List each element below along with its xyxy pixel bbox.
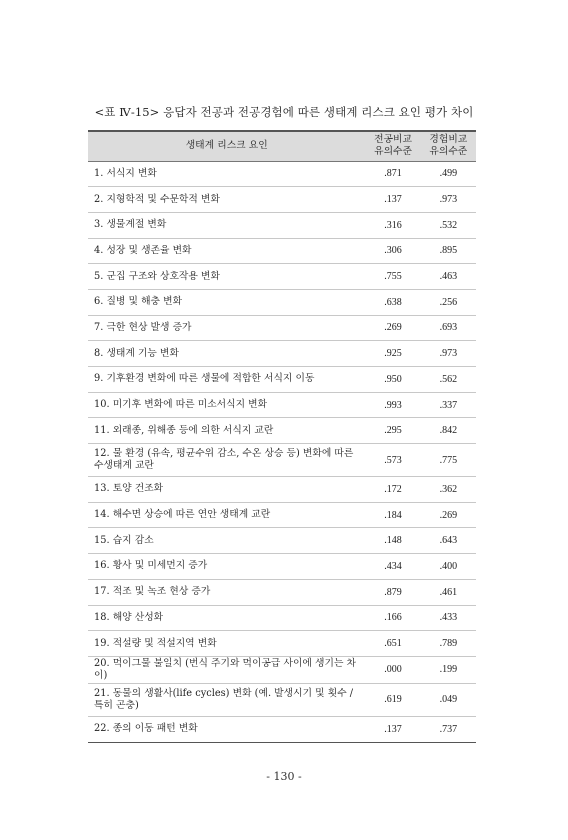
- experience-significance-cell: .461: [421, 579, 476, 605]
- factor-cell: 21. 동물의 생활사(life cycles) 변화 (예. 발생시기 및 횟수 / 특히 곤충): [88, 683, 365, 716]
- major-significance-cell: .137: [365, 187, 420, 213]
- table-row: [88, 656, 476, 683]
- major-significance-cell: .993: [365, 392, 420, 418]
- experience-significance-cell: .693: [421, 315, 476, 341]
- factor-cell: 9. 기후환경 변화에 따른 생물에 적합한 서식지 이동: [88, 367, 365, 393]
- major-significance-cell: .755: [365, 264, 420, 290]
- experience-significance-cell: .400: [421, 554, 476, 580]
- experience-significance-cell: .337: [421, 392, 476, 418]
- significance-table: [88, 130, 476, 743]
- factor-cell: 7. 극한 현상 발생 증가: [88, 315, 365, 341]
- table-row: [88, 264, 476, 290]
- table-row: [88, 683, 476, 716]
- experience-significance-cell: .895: [421, 238, 476, 264]
- factor-cell: 20. 먹이그물 불일치 (번식 주기와 먹이공급 사이에 생기는 차이): [88, 656, 365, 683]
- table-row: [88, 502, 476, 528]
- major-significance-cell: .148: [365, 528, 420, 554]
- experience-significance-cell: .499: [421, 161, 476, 187]
- experience-significance-cell: .256: [421, 289, 476, 315]
- table-row: [88, 554, 476, 580]
- major-significance-cell: .651: [365, 631, 420, 657]
- experience-significance-cell: .643: [421, 528, 476, 554]
- table-row: [88, 341, 476, 367]
- table-caption: <표 Ⅳ-15> 응답자 전공과 전공경험에 따른 생태계 리스크 요인 평가 차이: [94, 105, 474, 119]
- table-row: [88, 716, 476, 742]
- factor-cell: 5. 군집 구조와 상호작용 변화: [88, 264, 365, 290]
- table-row: [88, 367, 476, 393]
- table-row: [88, 528, 476, 554]
- experience-significance-cell: .532: [421, 212, 476, 238]
- table-row: [88, 238, 476, 264]
- experience-significance-cell: .049: [421, 683, 476, 716]
- table-row: [88, 315, 476, 341]
- major-significance-cell: .316: [365, 212, 420, 238]
- factor-cell: 15. 습지 감소: [88, 528, 365, 554]
- table-row: [88, 289, 476, 315]
- major-significance-cell: .184: [365, 502, 420, 528]
- major-significance-cell: .295: [365, 418, 420, 444]
- experience-significance-cell: .789: [421, 631, 476, 657]
- major-significance-cell: .434: [365, 554, 420, 580]
- factor-cell: 13. 토양 건조화: [88, 477, 365, 503]
- major-significance-cell: .172: [365, 477, 420, 503]
- factor-cell: 12. 물 환경 (유속, 평균수위 감소, 수온 상승 등) 변화에 따른 수생태계 교란: [88, 444, 365, 477]
- experience-significance-cell: .433: [421, 605, 476, 631]
- factor-cell: 18. 해양 산성화: [88, 605, 365, 631]
- factor-cell: 17. 적조 및 녹조 현상 증가: [88, 579, 365, 605]
- experience-significance-cell: .199: [421, 656, 476, 683]
- header-major-significance: 전공비교 유의수준: [365, 131, 420, 161]
- factor-cell: 14. 해수면 상승에 따른 연안 생태계 교란: [88, 502, 365, 528]
- table-row: [88, 631, 476, 657]
- factor-cell: 22. 종의 이동 패턴 변화: [88, 716, 365, 742]
- factor-cell: 1. 서식지 변화: [88, 161, 365, 187]
- major-significance-cell: .166: [365, 605, 420, 631]
- table-row: [88, 477, 476, 503]
- major-significance-cell: .925: [365, 341, 420, 367]
- factor-cell: 3. 생물계절 변화: [88, 212, 365, 238]
- table-row: [88, 444, 476, 477]
- table-row: [88, 605, 476, 631]
- experience-significance-cell: .463: [421, 264, 476, 290]
- major-significance-cell: .137: [365, 716, 420, 742]
- experience-significance-cell: .562: [421, 367, 476, 393]
- major-significance-cell: .619: [365, 683, 420, 716]
- factor-cell: 16. 황사 및 미세먼지 증가: [88, 554, 365, 580]
- table-row: [88, 212, 476, 238]
- factor-cell: 8. 생태계 기능 변화: [88, 341, 365, 367]
- page-number: - 130 -: [266, 770, 302, 783]
- experience-significance-cell: .362: [421, 477, 476, 503]
- major-significance-cell: .269: [365, 315, 420, 341]
- major-significance-cell: .000: [365, 656, 420, 683]
- header-factor: 생태계 리스크 요인: [88, 131, 365, 161]
- experience-significance-cell: .269: [421, 502, 476, 528]
- experience-significance-cell: .973: [421, 341, 476, 367]
- table-row: [88, 161, 476, 187]
- factor-cell: 2. 지형학적 및 수문학적 변화: [88, 187, 365, 213]
- factor-cell: 19. 적설량 및 적설지역 변화: [88, 631, 365, 657]
- table-header-row: [88, 131, 476, 161]
- table-row: [88, 418, 476, 444]
- major-significance-cell: .871: [365, 161, 420, 187]
- factor-cell: 6. 질병 및 해충 변화: [88, 289, 365, 315]
- table-row: [88, 579, 476, 605]
- factor-cell: 4. 성장 및 생존율 변화: [88, 238, 365, 264]
- major-significance-cell: .573: [365, 444, 420, 477]
- experience-significance-cell: .775: [421, 444, 476, 477]
- factor-cell: 11. 외래종, 위해종 등에 의한 서식지 교란: [88, 418, 365, 444]
- experience-significance-cell: .737: [421, 716, 476, 742]
- table-row: [88, 392, 476, 418]
- major-significance-cell: .306: [365, 238, 420, 264]
- major-significance-cell: .950: [365, 367, 420, 393]
- major-significance-cell: .879: [365, 579, 420, 605]
- header-experience-significance: 경험비교 유의수준: [421, 131, 476, 161]
- experience-significance-cell: .973: [421, 187, 476, 213]
- table-row: [88, 187, 476, 213]
- experience-significance-cell: .842: [421, 418, 476, 444]
- factor-cell: 10. 미기후 변화에 따른 미소서식지 변화: [88, 392, 365, 418]
- major-significance-cell: .638: [365, 289, 420, 315]
